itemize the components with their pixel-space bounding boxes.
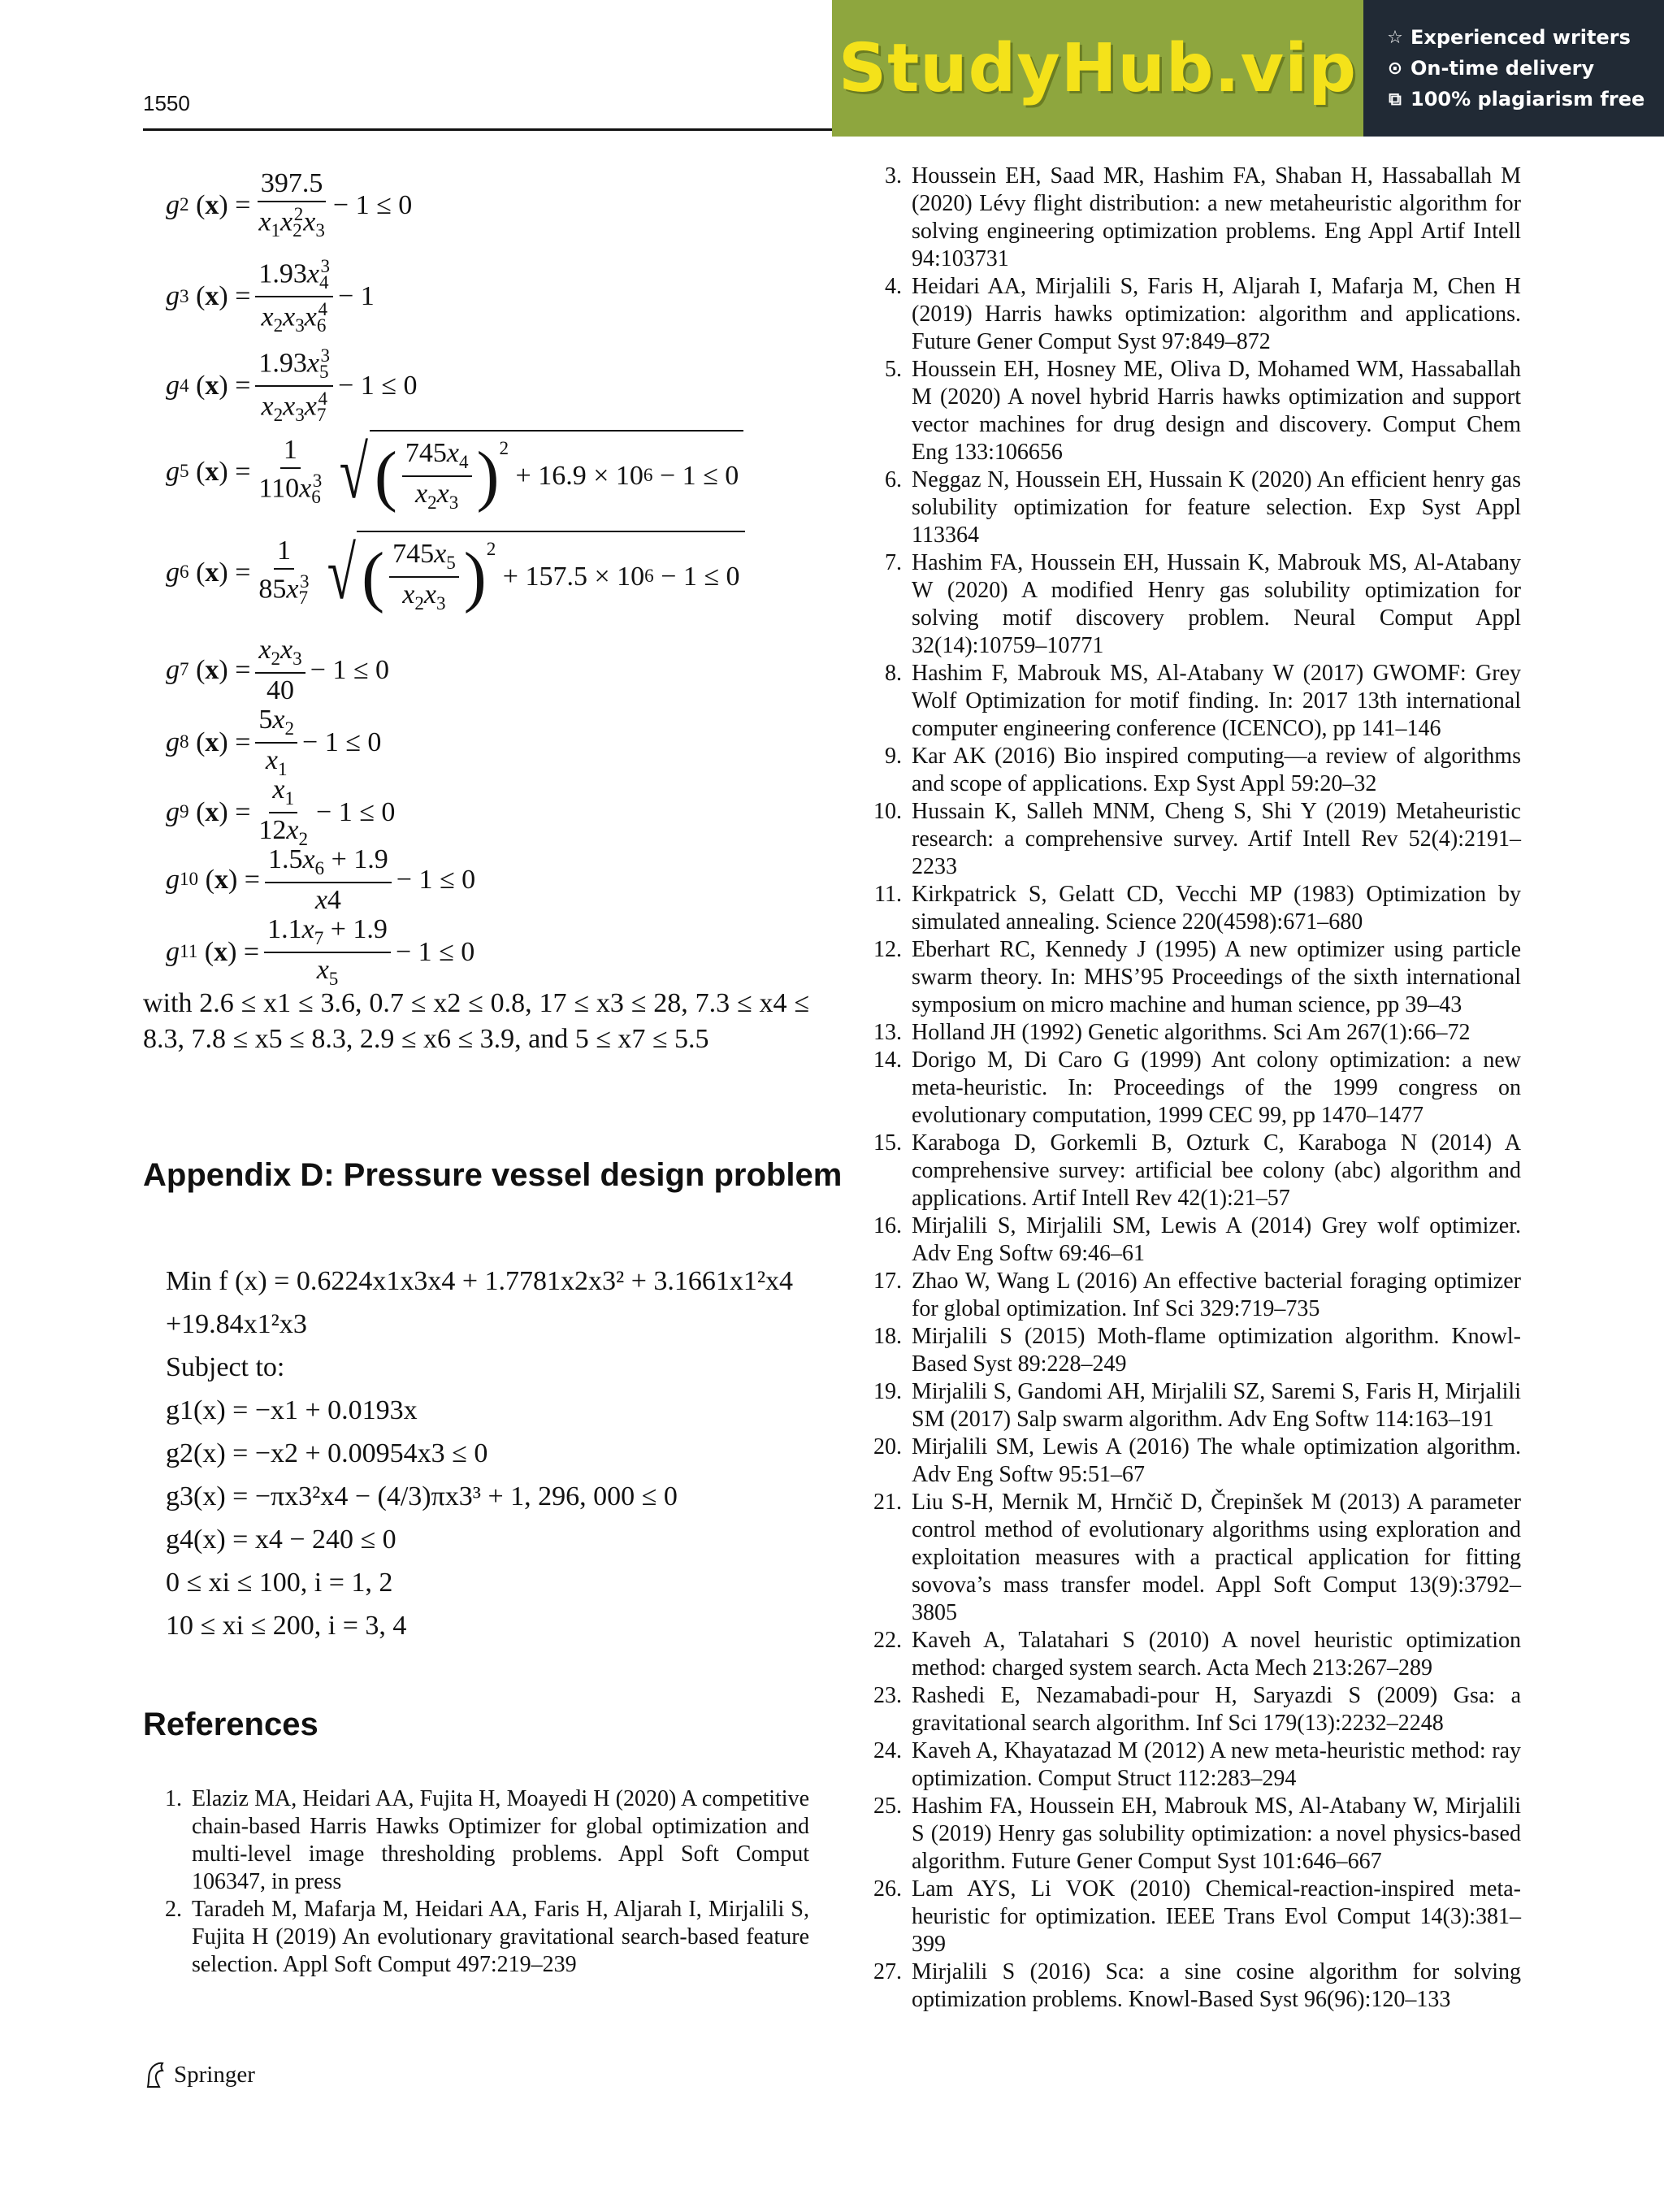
reference-text: Mirjalili S, Mirjalili SM, Lewis A (2014) Grey wolf optimizer. Adv Eng Softw 69:46–61 (912, 1213, 1521, 1266)
reference-number: 27. (873, 1959, 902, 1984)
reference-text: Lam AYS, Li VOK (2010) Chemical-reaction-inspired meta-heuristic for optimization. IEEE Trans Evol Comput 14(3):381–399 (912, 1876, 1521, 1957)
reference-number: 2. (165, 1897, 182, 1922)
reference-number: 10. (873, 799, 902, 824)
reference-number: 4. (885, 274, 902, 299)
clock-icon: ⊙ (1387, 58, 1403, 79)
reference-number: 15. (873, 1130, 902, 1156)
reference-text: Dorigo M, Di Caro G (1999) Ant colony optimization: a new meta-heuristic. In: Proceedings of the 1999 congress on evolutionary computation, 1999 CEC 99, pp 1470–1477 (912, 1047, 1521, 1128)
pv-g2: g2(x) = −x2 + 0.00954x3 ≤ 0 (166, 1438, 488, 1468)
reference-text: Neggaz N, Houssein EH, Hussain K (2020) An efficient henry gas solubility optimization for feature selection. Exp Syst Appl 113364 (912, 467, 1521, 548)
reference-item (863, 273, 1521, 356)
reference-item (863, 881, 1521, 936)
reference-number: 8. (885, 661, 902, 686)
reference-item (863, 1489, 1521, 1627)
constraint-g5: g 5 ( x ) = $\frac{1}{110x_6^3}$ √ ( $\frac{745x_4}{x_2x_3}$ ) $^2$ + 16.9 × 10 6 − 1 ≤ 0 (143, 427, 809, 531)
reference-number: 19. (873, 1379, 902, 1404)
reference-item (863, 1047, 1521, 1130)
pv-g3: g3(x) = −πx3²x4 − (4/3)πx3³ + 1, 296, 000 ≤ 0 (166, 1481, 678, 1512)
pv-objective-cont: +19.84x1²x3 (166, 1308, 307, 1339)
references-list-right (863, 163, 1521, 2014)
reference-text: Hussain K, Salleh MNM, Cheng S, Shi Y (2019) Metaheuristic research: a comprehensive survey. Artif Intell Rev 52(4):2191–2233 (912, 799, 1521, 879)
constraint-g11: g 11 ( x ) = $\frac{1.1x_7 + 1.9}{x_5}$ − 1 ≤ 0 (166, 914, 475, 990)
reference-number: 26. (873, 1876, 902, 1902)
reference-number: 14. (873, 1047, 902, 1073)
reference-item (863, 1323, 1521, 1378)
reference-item (863, 1130, 1521, 1212)
reference-item (863, 1019, 1521, 1047)
reference-item (863, 163, 1521, 273)
reference-item (863, 1737, 1521, 1793)
reference-number: 23. (873, 1683, 902, 1708)
reference-number: 16. (873, 1213, 902, 1238)
reference-number: 11. (874, 882, 902, 907)
constraint-g8: g 8 ( x ) = $\frac{5x_2}{x_1}$ − 1 ≤ 0 (166, 705, 382, 780)
constraint-g2: g 2 ( x ) = $\frac{397.5}{x_1x_2^2x_3}$ − 1 ≤ 0 (166, 168, 413, 242)
reference-text: Mirjalili SM, Lewis A (2016) The whale optimization algorithm. Adv Eng Softw 95:51–67 (912, 1434, 1521, 1487)
reference-item (863, 549, 1521, 660)
reference-item (863, 1876, 1521, 1958)
springer-horse-icon (143, 2061, 167, 2088)
star-icon: ☆ (1387, 27, 1403, 48)
banner-logo-area (832, 0, 1363, 137)
reference-number: 12. (873, 937, 902, 962)
reference-number: 22. (873, 1628, 902, 1653)
reference-item (863, 798, 1521, 881)
references-heading: References (143, 1707, 318, 1742)
constraint-g9: g 9 ( x ) = $\frac{x_1}{12x_2}$ − 1 ≤ 0 (166, 774, 396, 850)
banner-logo: StudyHub.vip (838, 29, 1357, 107)
banner-feature-plagiarism: ⧉ 100% plagiarism free (1386, 88, 1664, 111)
constraints-block (143, 158, 809, 1057)
pv-bound-2: 10 ≤ xi ≤ 200, i = 3, 4 (166, 1610, 407, 1641)
reference-text: Mirjalili S (2016) Sca: a sine cosine algorithm for solving optimization problems. Knowl-Based Syst 96(96):120–133 (912, 1959, 1521, 2012)
constraint-g6: g 6 ( x ) = $\frac{1}{85x_7^3}$ √ ( $\frac{745x_5}{x_2x_3}$ ) $^2$ + 157.5 × 10 6 − 1 ≤ 0 (143, 531, 809, 635)
reference-item (863, 1433, 1521, 1489)
pv-objective: Min f (x) = 0.6224x1x3x4 + 1.7781x2x3² + 3.1661x1²x4 (166, 1265, 794, 1296)
reference-text: Elaziz MA, Heidari AA, Fujita H, Moayedi H (2020) A competitive chain-based Harris Hawks Optimizer for global optimization and multi-level image thresholding problems. Appl Soft Comput 106347, in press (192, 1786, 809, 1894)
reference-text: Karaboga D, Gorkemli B, Ozturk C, Karaboga N (2014) A comprehensive survey: artificial bee colony (abc) algorithm and applications. Artif Intell Rev 42(1):21–57 (912, 1130, 1521, 1211)
reference-text: Taradeh M, Mafarja M, Heidari AA, Faris H, Aljarah I, Mirjalili S, Fujita H (2019) An evolutionary gravitational search-based feature selection. Appl Soft Comput 497:219–239 (192, 1897, 809, 1977)
reference-text: Kaveh A, Khayatazad M (2012) A new meta-heuristic method: ray optimization. Comput Struct 112:283–294 (912, 1738, 1521, 1791)
reference-item (863, 1958, 1521, 2014)
references-list-left (143, 1785, 809, 1979)
pressure-vessel-formulation (166, 1260, 793, 1647)
constraint-g3: g 3 ( x ) = $\frac{1.93x_4^3}{x_2x_3x_6^4}$ − 1 (166, 256, 375, 337)
banner-feature-delivery: ⊙ On-time delivery (1387, 57, 1595, 80)
reference-text: Houssein EH, Hosney ME, Oliva D, Mohamed WM, Hassaballah M (2020) A novel hybrid Harris hawks optimization and support vector machines for drug design and discovery. Comput Chem Eng 133:106656 (912, 357, 1521, 465)
reference-item (143, 1896, 809, 1979)
reference-text: Kirkpatrick S, Gelatt CD, Vecchi MP (1983) Optimization by simulated annealing. Science 220(4598):671–680 (912, 882, 1521, 935)
reference-number: 21. (873, 1490, 902, 1515)
reference-number: 18. (873, 1324, 902, 1349)
reference-text: Mirjalili S (2015) Moth-flame optimization algorithm. Knowl-Based Syst 89:228–249 (912, 1324, 1521, 1377)
constraint-g10: g 10 ( x ) = $\frac{1.5x_6 + 1.9}{x4}$ − 1 ≤ 0 (166, 844, 476, 915)
reference-item (863, 1268, 1521, 1323)
reference-item (863, 356, 1521, 466)
reference-item (863, 743, 1521, 798)
pv-subject-to: Subject to: (166, 1351, 285, 1382)
reference-item (863, 936, 1521, 1019)
reference-number: 3. (885, 163, 902, 189)
reference-item (143, 1785, 809, 1896)
reference-text: Mirjalili S, Gandomi AH, Mirjalili SZ, Saremi S, Faris H, Mirjalili SM (2017) Salp swarm algorithm. Adv Eng Softw 114:163–191 (912, 1379, 1521, 1432)
studyhub-banner[interactable] (832, 0, 1664, 137)
reference-text: Zhao W, Wang L (2016) An effective bacterial foraging optimizer for global optimization. Inf Sci 329:719–735 (912, 1269, 1521, 1321)
reference-text: Houssein EH, Saad MR, Hashim FA, Shaban H, Hassaballah M (2020) Lévy flight distribution: a new metaheuristic algorithm for solving engineering optimization problems. Eng Appl Artif Intell 94:103731 (912, 163, 1521, 271)
reference-text: Hashim FA, Houssein EH, Hussain K, Mabrouk MS, Al-Atabany W (2020) A modified Henry gas solubility optimization for solving motif discovery problem. Neural Comput Appl 32(14):10759–10771 (912, 550, 1521, 658)
constraint-g7: g 7 ( x ) = $\frac{x_2x_3}{40}$ − 1 ≤ 0 (166, 635, 390, 705)
reference-text: Heidari AA, Mirjalili S, Faris H, Aljarah I, Mafarja M, Chen H (2019) Harris hawks optimization: algorithm and applications. Future Gener Comput Syst 97:849–872 (912, 274, 1521, 354)
banner-features (1363, 0, 1664, 137)
reference-item (863, 466, 1521, 549)
reference-number: 13. (873, 1020, 902, 1045)
reference-item (863, 1682, 1521, 1737)
pv-g4: g4(x) = x4 − 240 ≤ 0 (166, 1524, 396, 1555)
reference-number: 6. (885, 467, 902, 492)
reference-number: 20. (873, 1434, 902, 1459)
reference-item (863, 1627, 1521, 1682)
reference-text: Holland JH (1992) Genetic algorithms. Sci Am 267(1):66–72 (912, 1020, 1471, 1045)
footer (143, 2061, 255, 2088)
appendix-d-heading: Appendix D: Pressure vessel design problem (143, 1157, 843, 1193)
reference-number: 17. (873, 1269, 902, 1294)
reference-item (863, 1378, 1521, 1433)
pv-bound-1: 0 ≤ xi ≤ 100, i = 1, 2 (166, 1567, 393, 1598)
reference-text: Kar AK (2016) Bio inspired computing—a review of algorithms and scope of applications. Exp Syst Appl 59:20–32 (912, 744, 1521, 796)
reference-item (863, 1793, 1521, 1876)
page-number: 1550 (143, 91, 190, 115)
reference-item (863, 660, 1521, 743)
reference-number: 25. (873, 1793, 902, 1819)
reference-text: Kaveh A, Talatahari S (2010) A novel heuristic optimization method: charged system search. Acta Mech 213:267–289 (912, 1628, 1521, 1681)
reference-number: 9. (885, 744, 902, 769)
reference-text: Hashim FA, Houssein EH, Mabrouk MS, Al-Atabany W, Mirjalili S (2019) Henry gas solubility optimization: a novel physics-based algorithm. Future Gener Comput Syst 101:646–667 (912, 1793, 1521, 1874)
reference-text: Eberhart RC, Kennedy J (1995) A new optimizer using particle swarm theory. In: MHS’95 Proceedings of the sixth international symposium on micro machine and human science, pp 39–43 (912, 937, 1521, 1017)
banner-feature-writers: ☆ Experienced writers (1387, 26, 1631, 49)
variable-bounds: with 2.6 ≤ x1 ≤ 3.6, 0.7 ≤ x2 ≤ 0.8, 17 ≤ x3 ≤ 28, 7.3 ≤ x4 ≤ 8.3, 7.8 ≤ x5 ≤ 8.3, 2.9 ≤ x6 ≤ 3.9, and 5 ≤ x7 ≤ 5.5 (143, 988, 809, 1054)
reference-number: 1. (165, 1786, 182, 1811)
reference-item (863, 1212, 1521, 1268)
copy-icon: ⧉ (1389, 89, 1402, 110)
publisher-name: Springer (174, 2061, 255, 2088)
pv-g1: g1(x) = −x1 + 0.0193x (166, 1394, 418, 1425)
reference-text: Liu S-H, Mernik M, Hrnčič D, Črepinšek M (2013) A parameter control method of evolutionary algorithms using exploration and exploitation measures with a practical application for fitting sovova’s mass transfer model. Appl Soft Comput 13(9):3792–3805 (912, 1490, 1521, 1625)
constraint-g4: g 4 ( x ) = $\frac{1.93x_5^3}{x_2x_3x_7^4}$ − 1 ≤ 0 (166, 345, 418, 427)
reference-number: 7. (885, 550, 902, 575)
reference-text: Hashim F, Mabrouk MS, Al-Atabany W (2017) GWOMF: Grey Wolf Optimization for motif finding. In: 2017 13th international computer engineering conference (ICENCO), pp 141–146 (912, 661, 1521, 741)
reference-number: 5. (885, 357, 902, 382)
reference-number: 24. (873, 1738, 902, 1763)
reference-text: Rashedi E, Nezamabadi-pour H, Saryazdi S (2009) Gsa: a gravitational search algorithm. Inf Sci 179(13):2232–2248 (912, 1683, 1521, 1736)
